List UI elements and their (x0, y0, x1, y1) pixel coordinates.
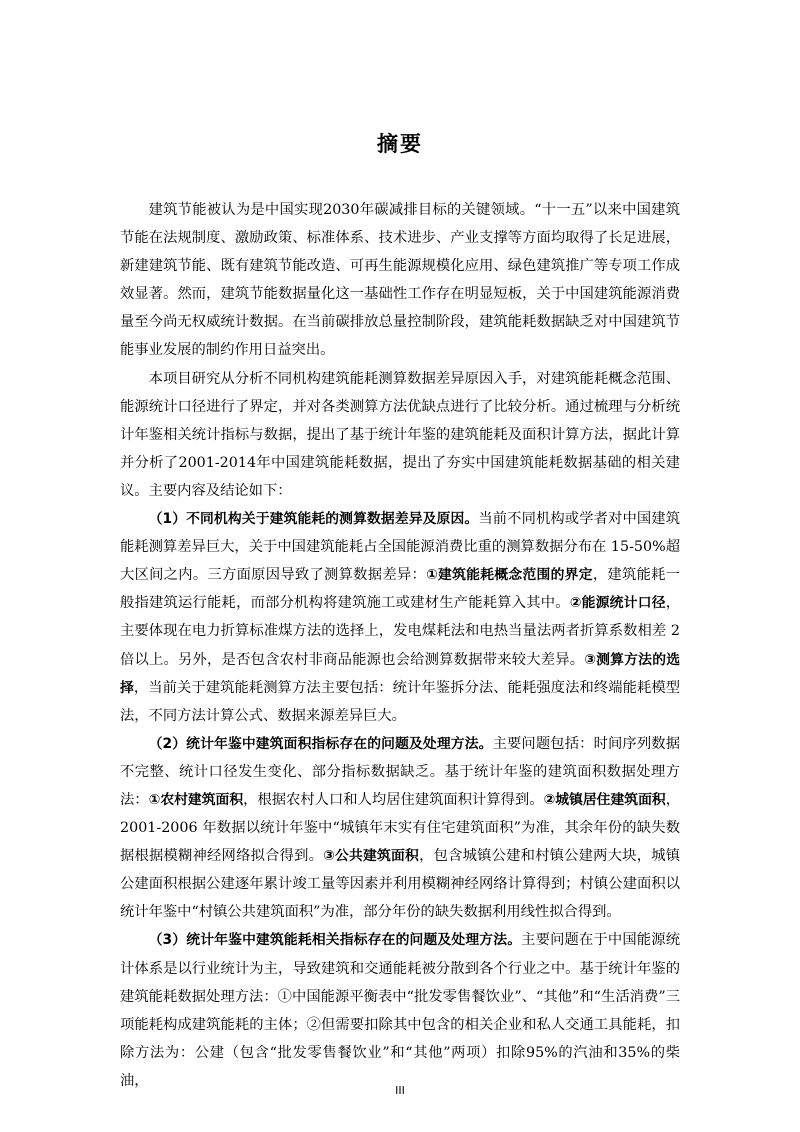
paragraph-conclusion-3 (120, 926, 680, 1095)
conclusion-1-point-1: ①建筑能耗概念范围的界定 (426, 567, 593, 584)
conclusion-2-text: ，根据农村人口和人均居住建筑面积计算得到。 (243, 791, 544, 808)
page-number: III (395, 1084, 405, 1097)
conclusion-2-text: 主要问题包括：时间序列数据不完整、统计口径发生变化、部分指标数据缺乏。基于统计年鉴的建筑面积数据处理方法： (120, 735, 680, 808)
conclusion-1-text: ，建筑能耗一般指建筑运行能耗，而部分机构将建筑施工或建材生产能耗算入其中。 (120, 567, 681, 612)
conclusion-2-heading: （2）统计年鉴中建筑面积指标存在的问题及处理方法。 (148, 735, 493, 752)
conclusion-2-point-1: ①农村建筑面积 (148, 791, 244, 808)
conclusion-1-text: ，主要体现在电力折算标准煤方法的选择上，发电煤耗法和电热当量法两者折算系数相差 2 倍以上。另外，是否包含农村非商品能源也会给测算数据带来较大差异。 (120, 595, 681, 668)
conclusion-2-text: ，2001-2006 年数据以统计年鉴中“城镇年末实有住宅建筑面积”为准，其余年份的缺失数据根据模糊神经网络拟合得到。 (120, 791, 681, 865)
page-title: 摘要 (377, 132, 423, 156)
conclusion-1-point-2: ②能源统计口径 (569, 595, 666, 612)
conclusion-1-heading: （1）不同机构关于建筑能耗的测算数据差异及原因。 (148, 511, 479, 528)
conclusion-1-text: 当前不同机构或学者对中国建筑能耗测算差异巨大，关于中国建筑能耗占全国能源消费比重的测算数据分布在 15-50%超大区间之内。三方面原因导致了测算数据差异： (120, 511, 680, 584)
conclusion-2-text: ，包含城镇公建和村镇公建两大块，城镇公建面积根据公建逐年累计竣工量等因素并利用模糊神经网络计算得到；村镇公建面积以统计年鉴中“村镇公共建筑面积”为准，部分年份的缺失数据利用线性拟合得到。 (120, 848, 681, 921)
paragraph-conclusion-1 (120, 505, 680, 730)
conclusion-3-heading: （3）统计年鉴中建筑能耗相关指标存在的问题及处理方法。 (148, 932, 522, 949)
conclusion-2-point-3: ③公共建筑面积 (323, 848, 420, 865)
paragraph-overview: 本项目研究从分析不同机构建筑能耗测算数据差异原因入手，对建筑能耗概念范围、能源统计口径进行了界定，并对各类测算方法优缺点进行了比较分析。通过梳理与分析统计年鉴相关统计指标与数据，提出了基于统计年鉴的建筑能耗及面积计算方法，据此计算并分析了2001-2014年中国建筑能耗数据，提出了夯实中国建筑能耗数据基础的相关建议。主要内容及结论如下： (120, 370, 680, 499)
conclusion-3-text: 主要问题在于中国能源统计体系是以行业统计为主，导致建筑和交通能耗被分散到各个行业之中。基于统计年鉴的建筑能耗数据处理方法：①中国能源平衡表中“批发零售餐饮业”、“其他”和“生活消费”三项能耗构成建筑能耗的主体；②但需要扣除其中包含的相关企业和私人交通工具能耗，扣除方法为：公建（包含“批发零售餐饮业”和“其他”两项）扣除95%的汽油和35%的柴油， (120, 932, 680, 1089)
paragraph-intro: 建筑节能被认为是中国实现2030年碳减排目标的关键领域。“十一五”以来中国建筑节能在法规制度、激励政策、标准体系、技术进步、产业支撑等方面均取得了长足进展，新建建筑节能、既有建筑节能改造、可再生能源规模化应用、绿色建筑推广等专项工作成效显著。然而，建筑节能数据量化这一基础性工作存在明显短板，关于中国建筑能源消费量至今尚无权威统计数据。在当前碳排放总量控制阶段，建筑能耗数据缺乏对中国建筑节能事业发展的制约作用日益突出。 (120, 202, 680, 359)
conclusion-1-text: ，当前关于建筑能耗测算方法主要包括：统计年鉴拆分法、能耗强度法和终端能耗模型法，不同方法计算公式、数据来源差异巨大。 (120, 679, 680, 724)
conclusion-1-point-3: ③测算方法的选择 (120, 651, 680, 696)
abstract-body (120, 196, 680, 1095)
paragraph-conclusion-2 (120, 730, 680, 927)
conclusion-2-point-2: ②城镇居住建筑面积 (543, 791, 666, 808)
